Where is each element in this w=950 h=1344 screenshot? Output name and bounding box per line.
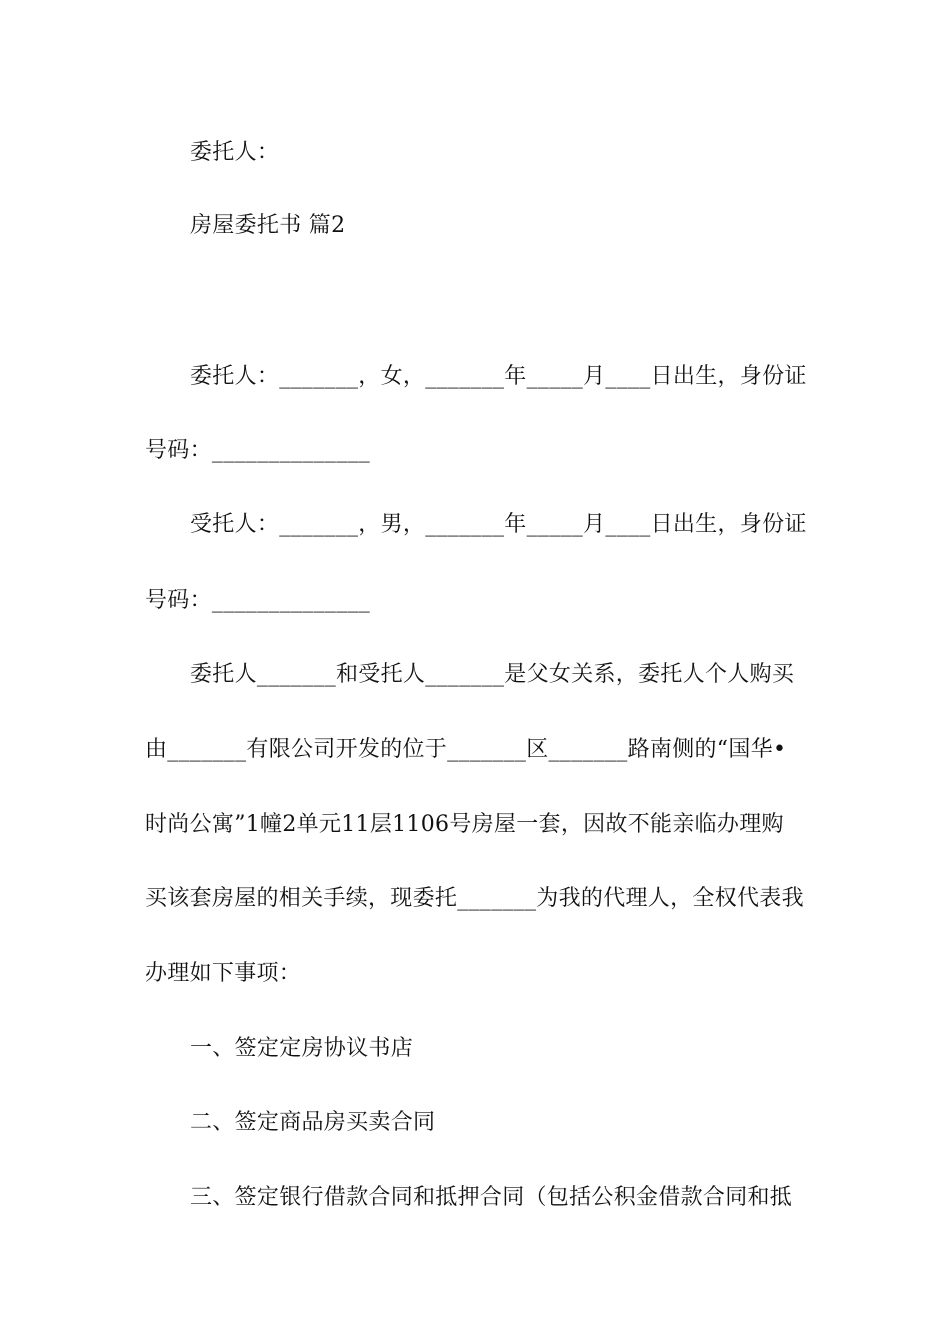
list-item: 二、签定商品房买卖合同: [190, 1110, 436, 1135]
list-item: 一、签定定房协议书店: [190, 1036, 414, 1061]
paragraph-line: 时尚公寓”1幢2单元11层1106号房屋一套，因故不能亲临办理购: [145, 812, 784, 837]
paragraph-line: 委托人：_______，女，_______年_____月____日出生，身份证: [190, 364, 807, 389]
paragraph-line: 号码：______________: [145, 438, 371, 463]
paragraph-line: 委托人：: [190, 140, 280, 165]
paragraph-line: 办理如下事项：: [145, 961, 302, 986]
list-item: 三、签定银行借款合同和抵押合同（包括公积金借款合同和抵: [190, 1185, 793, 1210]
paragraph-line: 委托人_______和受托人_______是父女关系，委托人个人购买: [190, 662, 795, 687]
paragraph-line: 买该套房屋的相关手续，现委托_______为我的代理人，全权代表我: [145, 886, 804, 911]
paragraph-line: 号码：______________: [145, 588, 371, 613]
section-heading: 房屋委托书 篇2: [190, 213, 346, 238]
paragraph-line: 受托人：_______，男，_______年_____月____日出生，身份证: [190, 512, 807, 537]
paragraph-line: 由_______有限公司开发的位于_______区_______路南侧的“国华•: [145, 737, 787, 762]
